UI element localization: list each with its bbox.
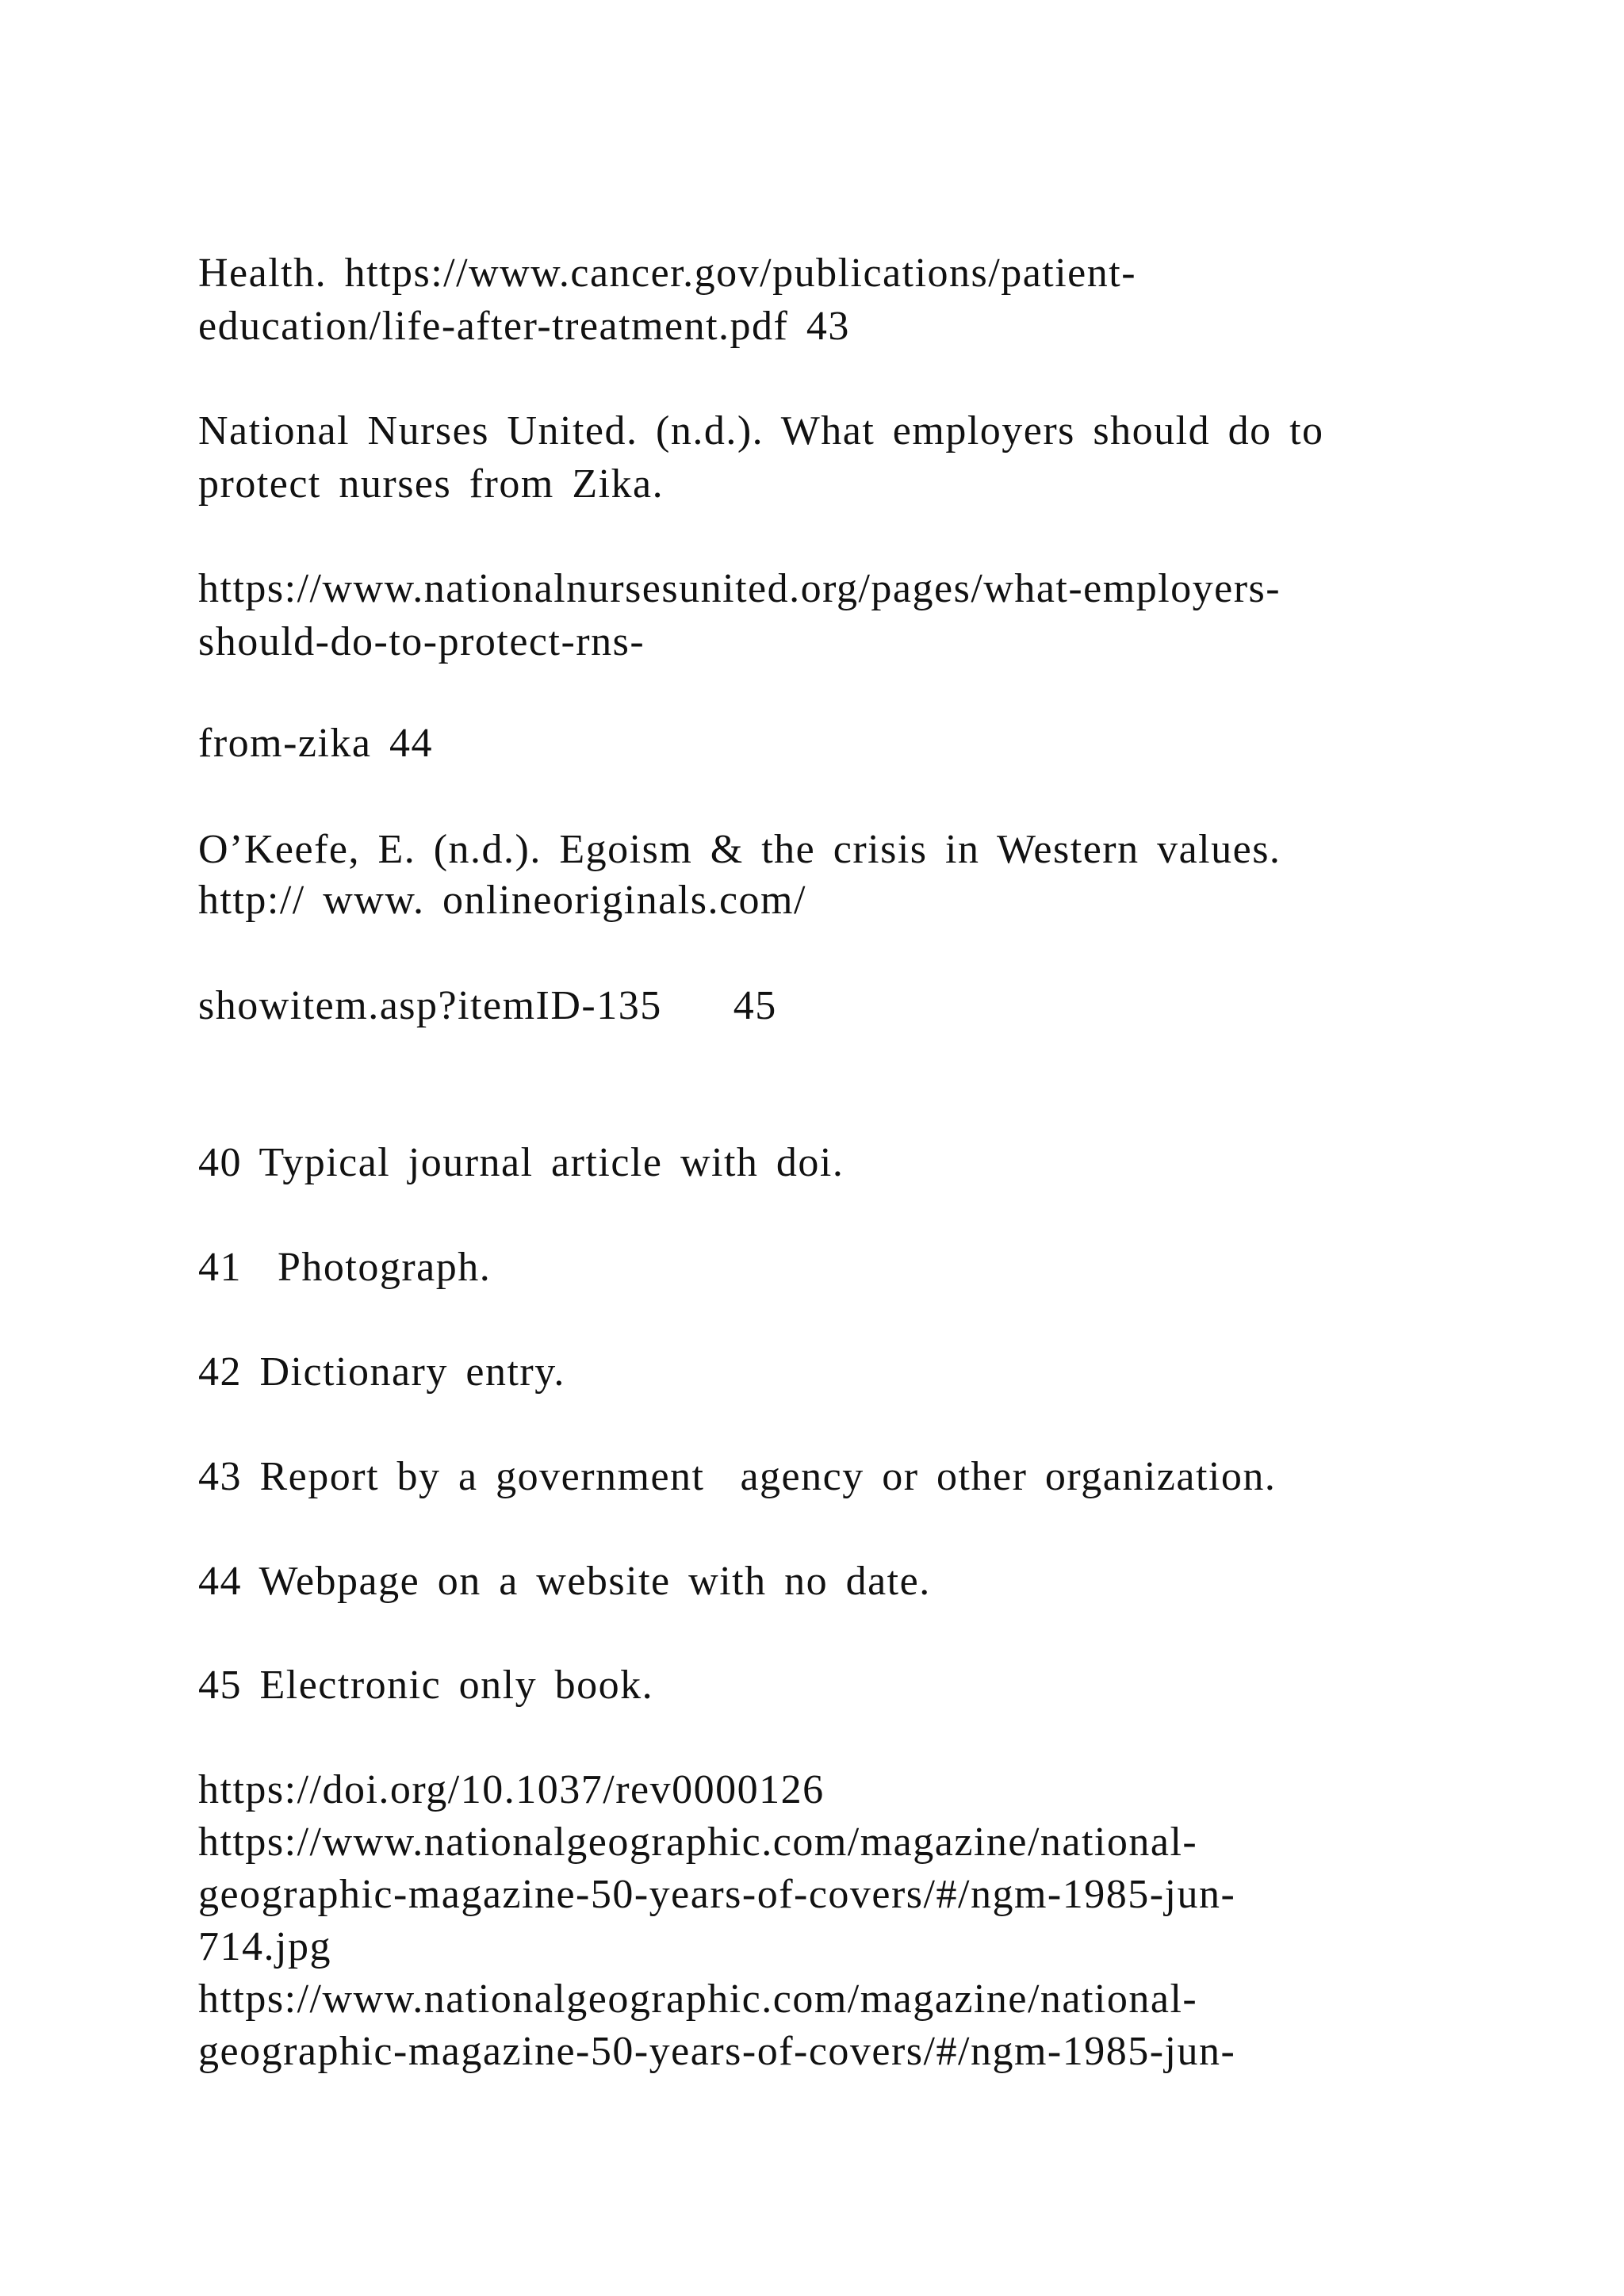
link-line-4: 714.jpg xyxy=(198,1924,331,1969)
footnote-42: 42 Dictionary entry. xyxy=(198,1349,565,1395)
ref45-line-3: showitem.asp?itemID-135 45 xyxy=(198,983,777,1028)
ref43-line-1: Health. https://www.cancer.gov/publications/patient- xyxy=(198,251,1137,296)
ref44-line-2: protect nurses from Zika. xyxy=(198,461,665,507)
ref45-line-1: O’Keefe, E. (n.d.). Egoism & the crisis in Western values. xyxy=(198,827,1281,872)
ref44-url-line-3: from-zika 44 xyxy=(198,721,434,766)
footnote-41: 41 Photograph. xyxy=(198,1245,492,1290)
footnote-40: 40 Typical journal article with doi. xyxy=(198,1140,845,1185)
link-line-5: https://www.nationalgeographic.com/magazine/national- xyxy=(198,1976,1198,2022)
link-line-6: geographic-magazine-50-years-of-covers/#/ngm-1985-jun- xyxy=(198,2029,1236,2074)
footnote-44: 44 Webpage on a website with no date. xyxy=(198,1559,931,1604)
footnote-45: 45 Electronic only book. xyxy=(198,1663,654,1708)
ref44-url-line-1: https://www.nationalnursesunited.org/pages/what-employers- xyxy=(198,566,1281,611)
link-line-1: https://doi.org/10.1037/rev0000126 xyxy=(198,1767,825,1812)
link-line-3: geographic-magazine-50-years-of-covers/#/ngm-1985-jun- xyxy=(198,1872,1236,1917)
ref43-line-2: education/life-after-treatment.pdf 43 xyxy=(198,304,850,349)
footnote-43: 43 Report by a government agency or other organization. xyxy=(198,1454,1277,1499)
ref44-url-line-2: should-do-to-protect-rns- xyxy=(198,619,645,664)
link-line-2: https://www.nationalgeographic.com/magazine/national- xyxy=(198,1820,1198,1865)
ref44-line-1: National Nurses United. (n.d.). What employers should do to xyxy=(198,408,1324,453)
ref45-line-2: http:// www. onlineoriginals.com/ xyxy=(198,878,806,923)
